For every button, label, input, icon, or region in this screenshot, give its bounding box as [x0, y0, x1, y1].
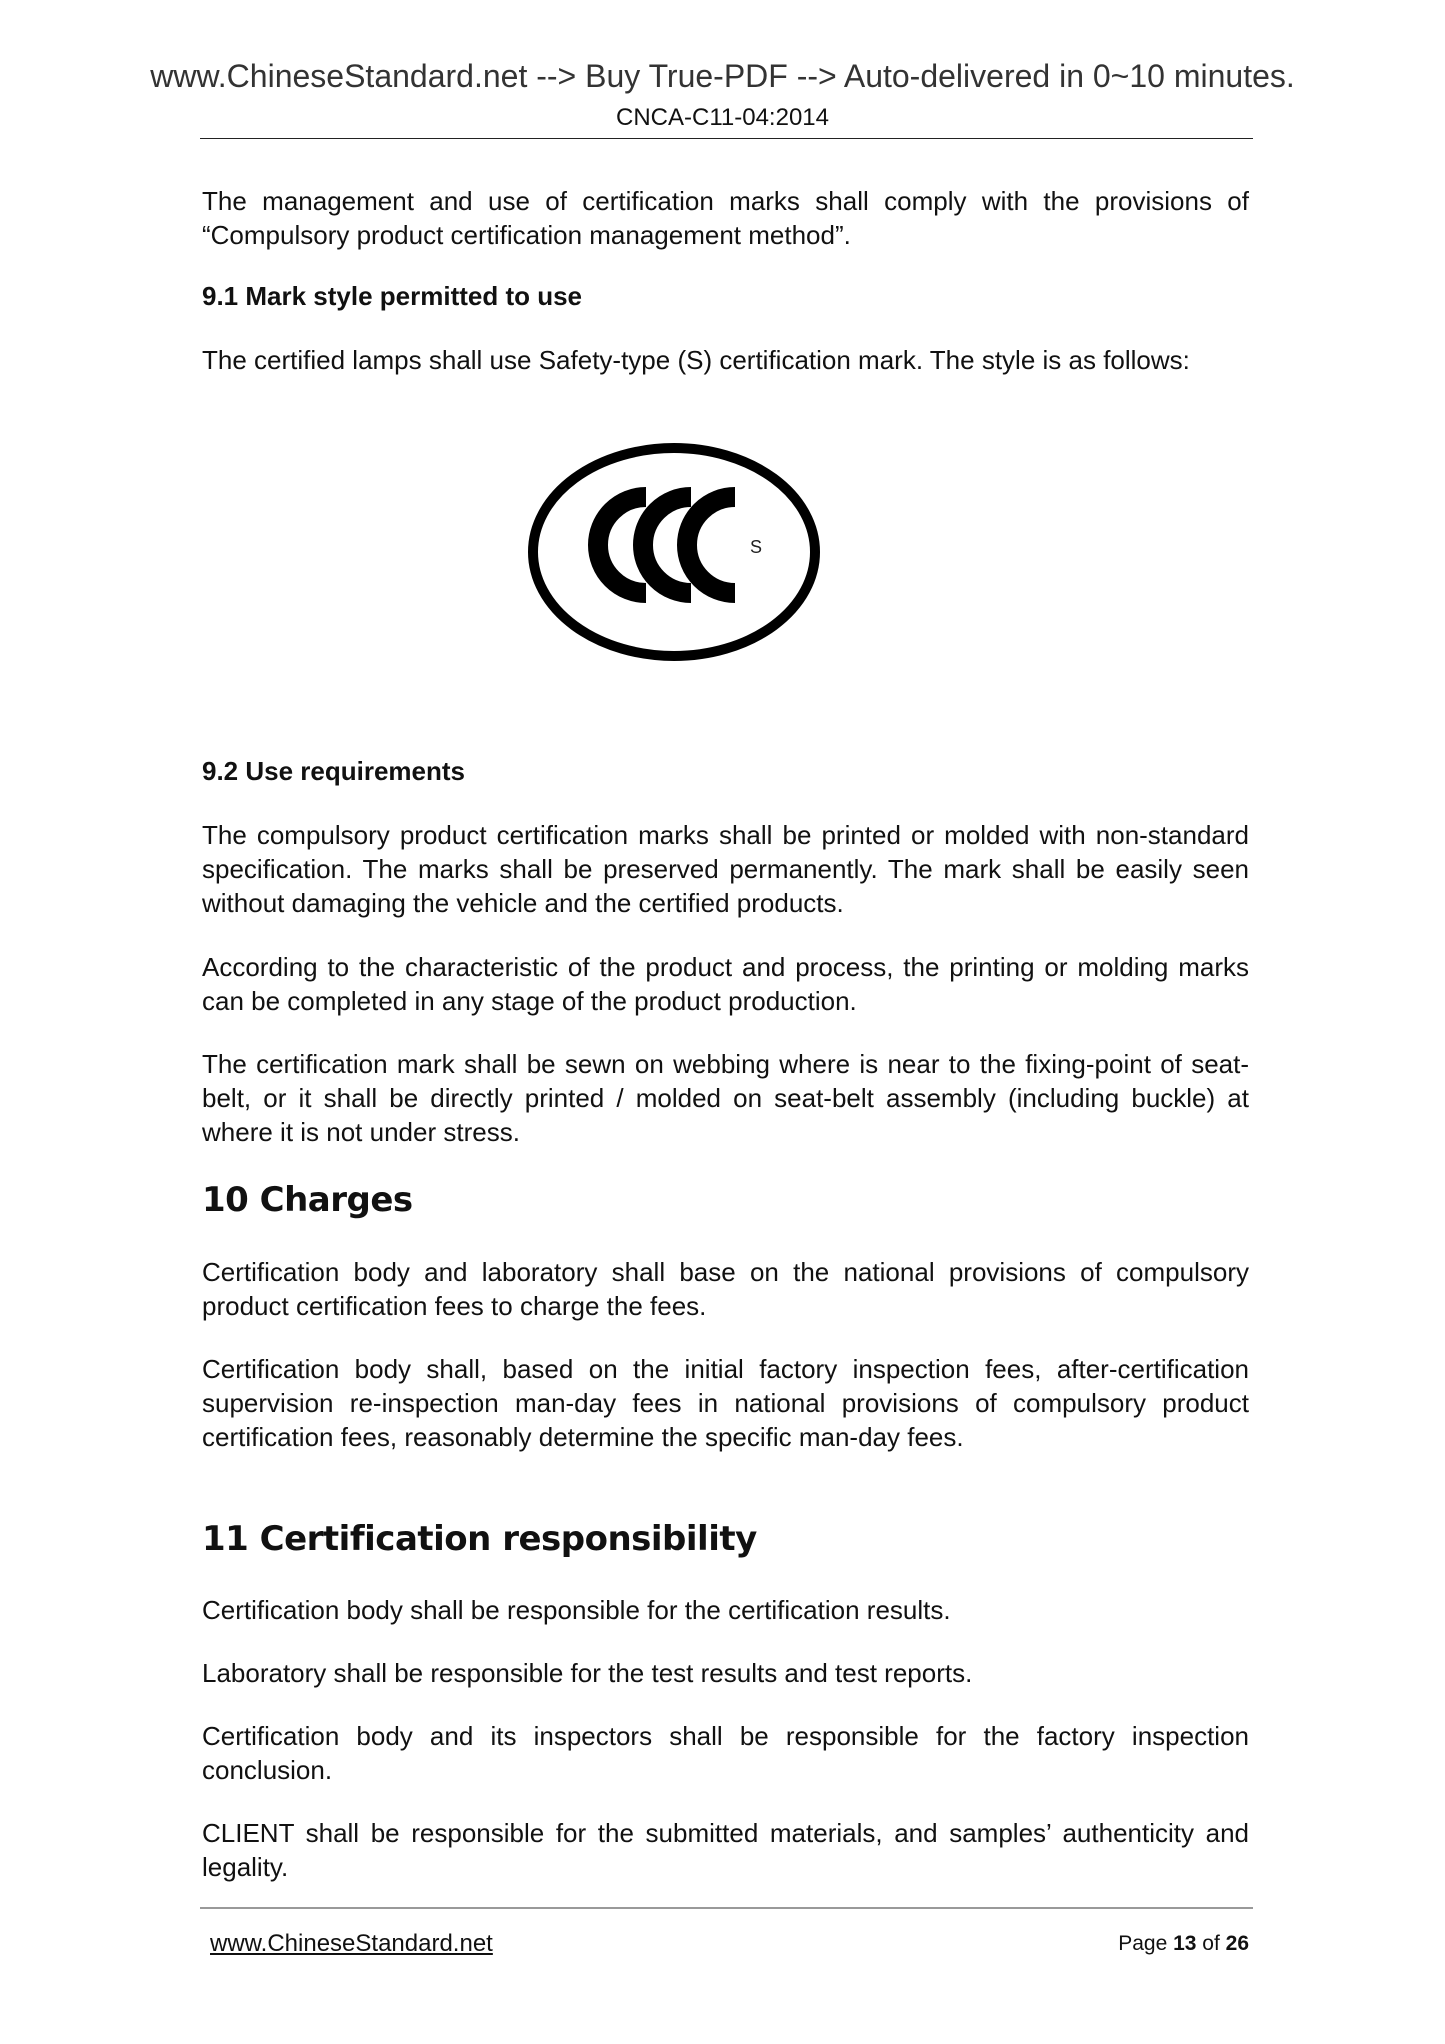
- paragraph: Certification body shall be responsible for the certification results.: [202, 1595, 951, 1625]
- section-heading-11: 11 Certification responsibility: [202, 1519, 757, 1559]
- page-current: 13: [1173, 1932, 1197, 1955]
- paragraph: The compulsory product certification marks shall be printed or molded with non-standard specification. The marks shall be preserved permanently. The mark shall be easily seen without damaging the vehicle and the certified products.: [202, 820, 1249, 918]
- paragraph: Certification body and laboratory shall base on the national provisions of compulsory product certification fees to charge the fees.: [202, 1257, 1249, 1321]
- section-heading-10: 10 Charges: [202, 1180, 413, 1220]
- paragraph: Certification body and its inspectors shall be responsible for the factory inspection conclusion.: [202, 1721, 1249, 1785]
- footer-website-link[interactable]: www.ChineseStandard.net: [210, 1930, 493, 1957]
- document-id: CNCA-C11-04:2014: [616, 104, 829, 131]
- paragraph: The certified lamps shall use Safety-type (S) certification mark. The style is as follows:: [202, 345, 1190, 375]
- paragraph: The management and use of certification marks shall comply with the provisions of “Compulsory product certification management method”.: [202, 186, 1249, 250]
- header-banner: www.ChineseStandard.net --> Buy True-PDF --> Auto-delivered in 0~10 minutes.: [150, 58, 1295, 94]
- page-total: 26: [1225, 1932, 1249, 1955]
- mark-ellipse: [533, 448, 815, 656]
- page-number: [1118, 1932, 1249, 1956]
- mark-suffix: S: [750, 537, 763, 557]
- page-prefix: Page: [1118, 1932, 1174, 1955]
- page-of: of: [1196, 1932, 1226, 1955]
- footer-divider: [200, 1907, 1253, 1909]
- mark-letter-c: [687, 497, 735, 593]
- paragraph: Certification body shall, based on the initial factory inspection fees, after-certification supervision re-inspection man-day fees in national provisions of compulsory product certification fees, reasonably determine the specific man-day fees.: [202, 1354, 1249, 1452]
- paragraph: Laboratory shall be responsible for the test results and test reports.: [202, 1658, 973, 1688]
- paragraph: CLIENT shall be responsible for the submitted materials, and samples’ authenticity and legality.: [202, 1818, 1249, 1882]
- header-divider: [200, 138, 1253, 139]
- section-heading-9-2: 9.2 Use requirements: [202, 756, 466, 786]
- section-heading-9-1: 9.1 Mark style permitted to use: [202, 281, 583, 311]
- paragraph: The certification mark shall be sewn on webbing where is near to the fixing-point of seat-belt, or it shall be directly printed / molded on seat-belt assembly (including buckle) at where it is not under stress.: [202, 1049, 1249, 1147]
- paragraph: According to the characteristic of the product and process, the printing or molding marks can be completed in any stage of the product production.: [202, 952, 1249, 1016]
- ccc-certification-mark: [520, 430, 830, 670]
